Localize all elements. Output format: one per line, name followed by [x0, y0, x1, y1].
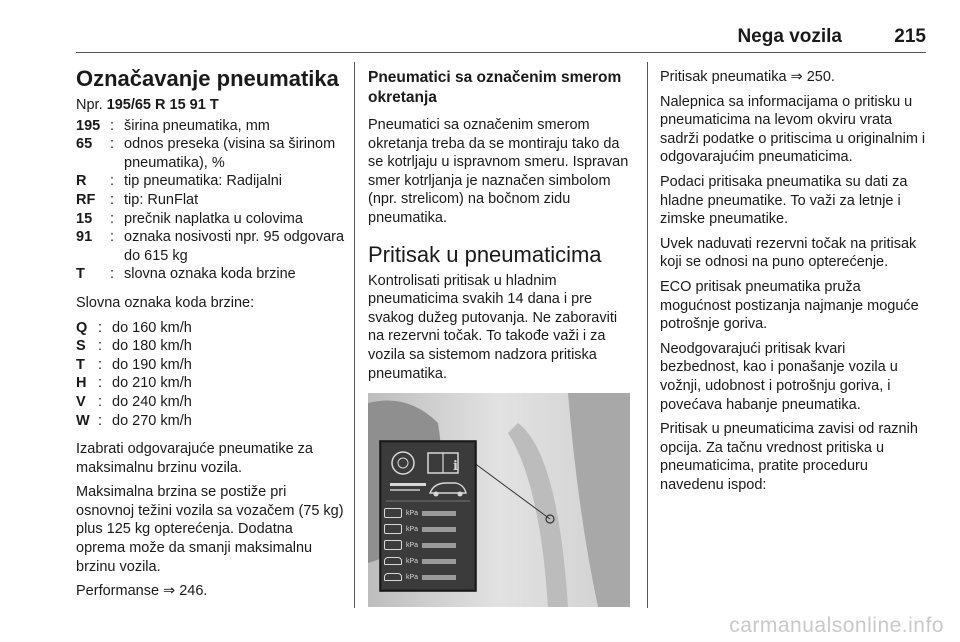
table-row [384, 553, 472, 569]
example-prefix: Npr. [76, 97, 103, 113]
code-value: slovna oznaka koda brzine [124, 266, 296, 283]
code-value: prečnik naplatka u colovima [124, 210, 303, 227]
code-key: T [76, 266, 85, 283]
page-header [76, 26, 926, 50]
cross-reference-performance[interactable]: Performanse ⇒ 246. [76, 583, 208, 600]
value-placeholder [422, 559, 456, 564]
paragraph: Uvek naduvati rezervni točak na pritisak koji se odnosi na puno opterećenje. [660, 235, 917, 271]
list-item: T : slovna oznaka koda brzine [76, 265, 346, 284]
speed-key: V [76, 393, 86, 410]
paragraph: Podaci pritisaka pneumatika su dati za hladne pneumatike. To važi za letnje i zimske pneumatike. [660, 173, 908, 228]
column-right [660, 60, 928, 500]
list-item: Q : do 160 km/h [76, 319, 346, 338]
list-item: R : tip pneumatika: Radijalni [76, 172, 346, 191]
speed-key: T [76, 356, 85, 373]
heading-tire-pressure: Pritisak u pneumaticima [368, 241, 602, 267]
table-row [384, 537, 472, 553]
column-middle [368, 60, 636, 607]
speed-key: W [76, 412, 90, 429]
paragraph: Izabrati odgovarajuće pneumatike za maksimalnu brzinu vozila. [76, 441, 313, 476]
page-number: 215 [894, 26, 926, 47]
unit-label: kPa [406, 541, 419, 549]
code-key: RF [76, 191, 96, 208]
svg-text:i: i [453, 459, 458, 475]
tire-pressure-label-illustration [368, 393, 630, 607]
code-key: 15 [76, 210, 93, 227]
car-icon [384, 557, 402, 565]
cross-reference-tire-pressure[interactable]: Pritisak pneumatika ⇒ 250. [660, 69, 835, 85]
list-item: 65 : odnos preseka (visina sa širinom pneumatika), % [76, 135, 346, 172]
column-divider-1 [354, 62, 355, 608]
code-key: 91 [76, 229, 93, 246]
unit-label: kPa [406, 525, 419, 533]
list-item: 91 : oznaka nosivosti npr. 95 odgovara do 615 kg [76, 229, 345, 264]
paragraph: Pritisak u pneumaticima zavisi od raznih opcija. Za tačnu vrednost pritiska u pneumaticima, pratite proceduru navedenu ispod: [660, 421, 918, 493]
list-item: W : do 270 km/h [76, 412, 346, 431]
list-item: RF : tip: RunFlat [76, 191, 346, 210]
tire-icon [384, 540, 402, 550]
value-placeholder [422, 511, 456, 516]
paragraph: Kontrolisati pritisak u hladnim pneumaticima svakih 14 dana i pre svakog dužeg putovanja. Ne zaboraviti na rezervni točak. To takođe važi i za vozila sa sistemom nadzora pritiska pneumatika. [368, 272, 618, 382]
paragraph: Maksimalna brzina se postiže pri osnovnoj težini vozila sa vozačem (75 kg) plus 125 kg opterećenja. Dodatna oprema može da smanji maksimalnu brzinu vozila. [76, 484, 344, 575]
paragraph: Neodgovarajući pritisak kvari bezbednost, kao i ponašanje vozila u vožnji, udobnost i potrošnju goriva, i povećava habanje pneumatika. [660, 340, 898, 413]
unit-label: kPa [406, 557, 419, 565]
speed-value: do 270 km/h [112, 412, 192, 429]
table-row [384, 505, 472, 521]
example-code: 195/65 R 15 91 T [106, 97, 219, 113]
table-row [384, 521, 472, 537]
code-key: 65 [76, 136, 93, 153]
unit-label: kPa [406, 573, 419, 581]
code-value: tip pneumatika: Radijalni [124, 173, 282, 190]
value-placeholder [422, 575, 456, 580]
paragraph: Nalepnica sa informacijama o pritisku u pneumaticima na levom okviru vrata sadrži podatke o pritiscima u originalnim i odgovarajućim pneumaticima. [660, 93, 926, 166]
heading-directional-tires: Pneumatici sa označenim smerom okretanja [368, 69, 622, 106]
list-item: T : do 190 km/h [76, 356, 346, 375]
column-divider-2 [647, 62, 648, 608]
list-item: V : do 240 km/h [76, 393, 346, 412]
value-placeholder [422, 527, 456, 532]
speed-value: do 240 km/h [112, 393, 192, 410]
watermark: carmanualsonline.info [729, 614, 944, 637]
table-row [384, 569, 472, 585]
tire-icon [384, 524, 402, 534]
code-key: 195 [76, 117, 101, 134]
code-value: oznaka nosivosti npr. 95 odgovara do 615 kg [124, 229, 345, 264]
tire-icon [384, 508, 402, 518]
speed-intro: Slovna oznaka koda brzine: [76, 294, 255, 311]
unit-label: kPa [406, 509, 419, 517]
speed-value: do 160 km/h [112, 319, 192, 336]
speed-value: do 190 km/h [112, 356, 192, 373]
speed-value: do 180 km/h [112, 338, 192, 355]
list-item: 15 : prečnik naplatka u colovima [76, 210, 346, 229]
pressure-rows [384, 505, 472, 585]
column-left [76, 60, 346, 607]
tire-code-list [76, 117, 346, 284]
value-placeholder [422, 543, 456, 548]
heading-tire-marking: Označavanje pneumatika [76, 66, 339, 91]
header-divider [76, 52, 926, 53]
list-item: S : do 180 km/h [76, 337, 346, 356]
code-key: R [76, 173, 87, 190]
code-value: širina pneumatika, mm [124, 117, 270, 134]
list-item: H : do 210 km/h [76, 374, 346, 393]
speed-value: do 210 km/h [112, 375, 192, 392]
speed-code-list [76, 319, 346, 431]
paragraph: Pneumatici sa označenim smerom okretanja treba da se montiraju tako da se kotrljaju u ispravnom smeru. Ispravan smer kotrljanja je naznačen simbolom (npr. strelicom) na bočnom zidu pneumatika. [368, 117, 629, 226]
car-icon [384, 573, 402, 581]
paragraph: ECO pritisak pneumatika pruža mogućnost postizanja najmanje moguće potrošnje goriva. [660, 278, 919, 333]
list-item: 195 : širina pneumatika, mm [76, 117, 346, 136]
code-value: odnos preseka (visina sa širinom pneumatika), % [124, 136, 336, 171]
speed-key: Q [76, 319, 88, 336]
section-title: Nega vozila [737, 26, 842, 47]
code-value: tip: RunFlat [124, 191, 199, 208]
speed-key: S [76, 338, 86, 355]
speed-key: H [76, 375, 87, 392]
example-line [76, 96, 346, 115]
